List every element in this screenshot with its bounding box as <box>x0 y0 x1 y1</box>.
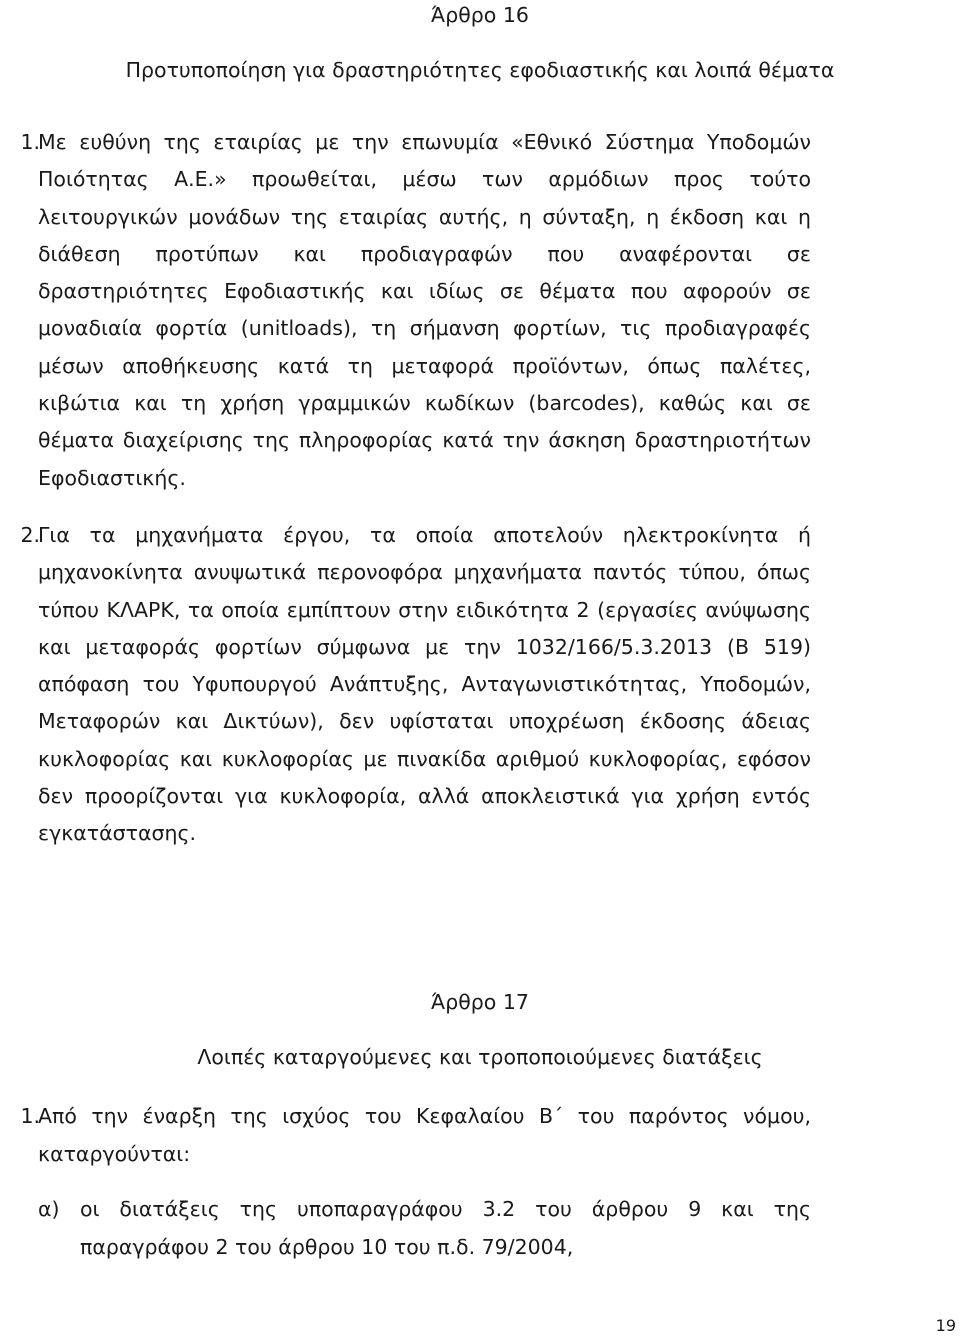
article-17-subitem-a <box>80 1191 811 1266</box>
article-17-paragraph-1 <box>38 1098 811 1173</box>
article-16-paragraph-1-number: 1. <box>20 130 40 154</box>
page-number: 19 <box>935 1316 956 1335</box>
article-16-heading: Άρθρο 16 <box>431 3 529 27</box>
article-16-paragraph-2 <box>38 517 811 853</box>
article-16-paragraph-2-number: 2. <box>20 523 40 547</box>
article-16-paragraph-2-text: Για τα μηχανήματα έργου, τα οποία αποτελούν ηλεκτροκίνητα ή μηχανοκίνητα ανυψωτικά περονοφόρα μηχανήματα παντός τύπου, όπως τύπου ΚΛΑΡΚ, τα οποία εμπίπτουν στην ειδικότητα 2 (εργασίες ανύψωσης και μεταφοράς φορτίων σύμφωνα με την 1032/166/5.3.2013 (Β 519) απόφαση του Υφυπουργού Ανάπτυξης, Ανταγωνιστικότητας, Υποδομών, Μεταφορών και Δικτύων), δεν υφίσταται υποχρέωση έκδοσης άδειας κυκλοφορίας και κυκλοφορίας με πινακίδα αριθμού κυκλοφορίας, εφόσον δεν προορίζονται για κυκλοφορία, αλλά αποκλειστικά για χρήση εντός εγκατάστασης. <box>38 523 811 846</box>
article-17-heading: Άρθρο 17 <box>431 990 529 1014</box>
article-16-subtitle: Προτυποποίηση για δραστηριότητες εφοδιαστικής και λοιπά θέματα <box>125 58 835 82</box>
article-17-subitem-a-label: α) <box>38 1197 60 1221</box>
article-17-paragraph-1-number: 1. <box>20 1104 40 1128</box>
article-16-paragraph-1-text: Με ευθύνη της εταιρίας με την επωνυμία «Εθνικό Σύστημα Υποδομών Ποιότητας Α.Ε.» προωθείται, μέσω των αρμόδιων προς τούτο λειτουργικών μονάδων της εταιρίας αυτής, η σύνταξη, η έκδοση και η διάθεση προτύπων και προδιαγραφών που αναφέρονται σε δραστηριότητες Εφοδιαστικής και ιδίως σε θέματα που αφορούν σε μοναδιαία φορτία (unitloads), τη σήμανση φορτίων, τις προδιαγραφές μέσων αποθήκευσης κατά τη μεταφορά προϊόντων, όπως παλέτες, κιβώτια και τη χρήση γραμμικών κωδίκων (barcodes), καθώς και σε θέματα διαχείρισης της πληροφορίας κατά την άσκηση δραστηριοτήτων Εφοδιαστικής. <box>38 130 811 490</box>
article-17-paragraph-1-text: Από την έναρξη της ισχύος του Κεφαλαίου Β΄ του παρόντος νόμου, καταργούνται: <box>38 1104 811 1166</box>
article-17-subtitle: Λοιπές καταργούμενες και τροποποιούμενες διατάξεις <box>197 1045 763 1069</box>
article-17-subitem-a-text: οι διατάξεις της υποπαραγράφου 3.2 του άρθρου 9 και της παραγράφου 2 του άρθρου 10 του π.δ. 79/2004, <box>80 1197 811 1259</box>
article-16-paragraph-1 <box>38 124 811 497</box>
